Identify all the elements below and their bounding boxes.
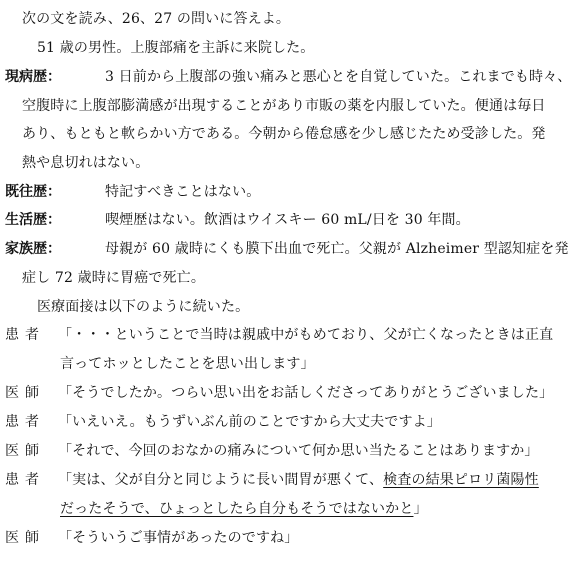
family-history-line-2: 症し 72 歳時に胃癌で死亡。 — [22, 270, 205, 286]
dialogue-text: 「実は、父が自分と同じように長い間胃が悪くて、 — [58, 472, 384, 488]
underlined-text: だったそうで、ひょっとしたら自分もそうではないかと — [60, 501, 414, 517]
speaker-label: 患者 — [5, 414, 45, 430]
present-illness-line-2: 空腹時に上腹部膨満感が出現することがあり市販の薬を内服していた。便通は毎日 — [22, 98, 546, 114]
present-illness-line-4: 熱や息切れはない。 — [22, 155, 150, 171]
dialogue-line: 「それで、今回のおなかの痛みについて何か思い当たることはありますか」 — [58, 443, 539, 459]
dialogue-line — [60, 502, 428, 516]
patient-summary: 51 歳の男性。上腹部痛を主訴に来院した。 — [37, 40, 315, 56]
dialogue-line: 言ってホッとしたことを思い出します」 — [60, 356, 315, 372]
dialogue-text: 」 — [413, 501, 428, 517]
life-history-text: 喫煙歴はない。飲酒はウイスキー 60 mL/日を 30 年間。 — [105, 212, 470, 228]
speaker-label: 患者 — [5, 327, 45, 343]
dialogue-line — [58, 473, 539, 487]
speaker-label: 医師 — [5, 385, 45, 401]
speaker-label: 医師 — [5, 443, 45, 459]
dialogue-line: 「そうでしたか。つらい思い出をお話しくださってありがとうございました」 — [58, 385, 554, 401]
life-history-label: 生活歴： — [5, 212, 61, 228]
speaker-label: 患者 — [5, 472, 45, 488]
past-history-text: 特記すべきことはない。 — [105, 184, 261, 200]
speaker-label: 医師 — [5, 530, 45, 546]
interview-intro: 医療面接は以下のように続いた。 — [37, 299, 250, 315]
dialogue-line: 「・・・ということで当時は親戚中がもめており、父が亡くなったときは正直 — [58, 327, 554, 343]
present-illness-label: 現病歴： — [5, 69, 61, 85]
underlined-text: 検査の結果ピロリ菌陽性 — [383, 472, 539, 488]
present-illness-line-1: 3 日前から上腹部の強い痛みと悪心とを自覚していた。これまでも時々、 — [105, 69, 572, 85]
family-history-label: 家族歴： — [5, 241, 61, 257]
dialogue-line: 「いえいえ。もうずいぶん前のことですから大丈夫ですよ」 — [58, 414, 441, 430]
family-history-line-1: 母親が 60 歳時にくも膜下出血で死亡。父親が Alzheimer 型認知症を発 — [105, 241, 569, 257]
dialogue-line: 「そういうご事情があったのですね」 — [58, 530, 299, 546]
instruction-text: 次の文を読み、26、27 の問いに答えよ。 — [22, 11, 291, 27]
past-history-label: 既往歴： — [5, 184, 61, 200]
present-illness-line-3: あり、もともと軟らかい方である。今朝から倦怠感を少し感じたため受診した。発 — [22, 126, 546, 142]
